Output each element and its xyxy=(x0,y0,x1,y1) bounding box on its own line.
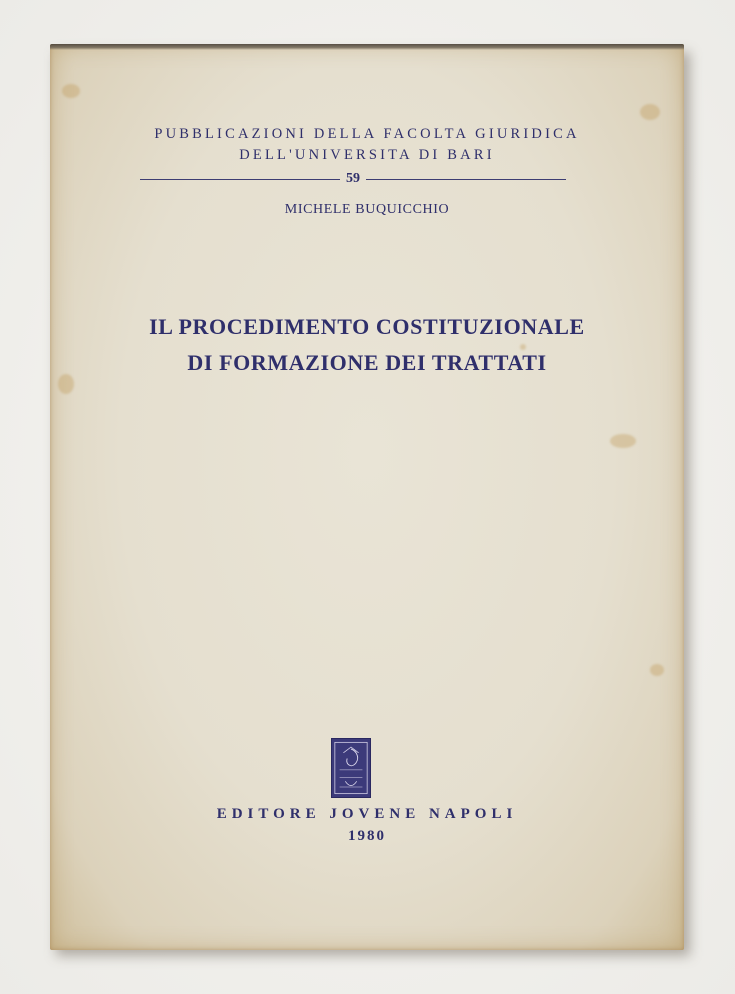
book-title-line2: DI FORMAZIONE DEI TRATTATI xyxy=(187,350,547,375)
foxing-spot xyxy=(650,664,664,676)
publication-year: 1980 xyxy=(348,828,386,844)
foxing-spot xyxy=(610,434,636,448)
series-title-line1: PUBBLICAZIONI DELLA FACOLTA GIURIDICA xyxy=(154,126,580,142)
foxing-spot xyxy=(640,104,660,120)
book-cover xyxy=(50,44,684,950)
book-top-edge xyxy=(50,44,684,50)
left-rule xyxy=(140,179,340,180)
publisher-logo xyxy=(331,738,371,798)
publisher-name: EDITORE JOVENE NAPOLI xyxy=(216,806,518,822)
foxing-spot xyxy=(62,84,80,98)
series-title-line2: DELL'UNIVERSITA DI BARI xyxy=(239,147,495,163)
publisher-logo-emblem xyxy=(332,739,370,797)
series-number-row xyxy=(140,170,566,188)
foxing-spot xyxy=(58,374,74,394)
series-number: 59 xyxy=(346,171,360,186)
author-name: MICHELE BUQUICCHIO xyxy=(284,202,450,217)
right-rule xyxy=(366,179,566,180)
book-title-line1: IL PROCEDIMENTO COSTITUZIONALE xyxy=(149,314,585,339)
